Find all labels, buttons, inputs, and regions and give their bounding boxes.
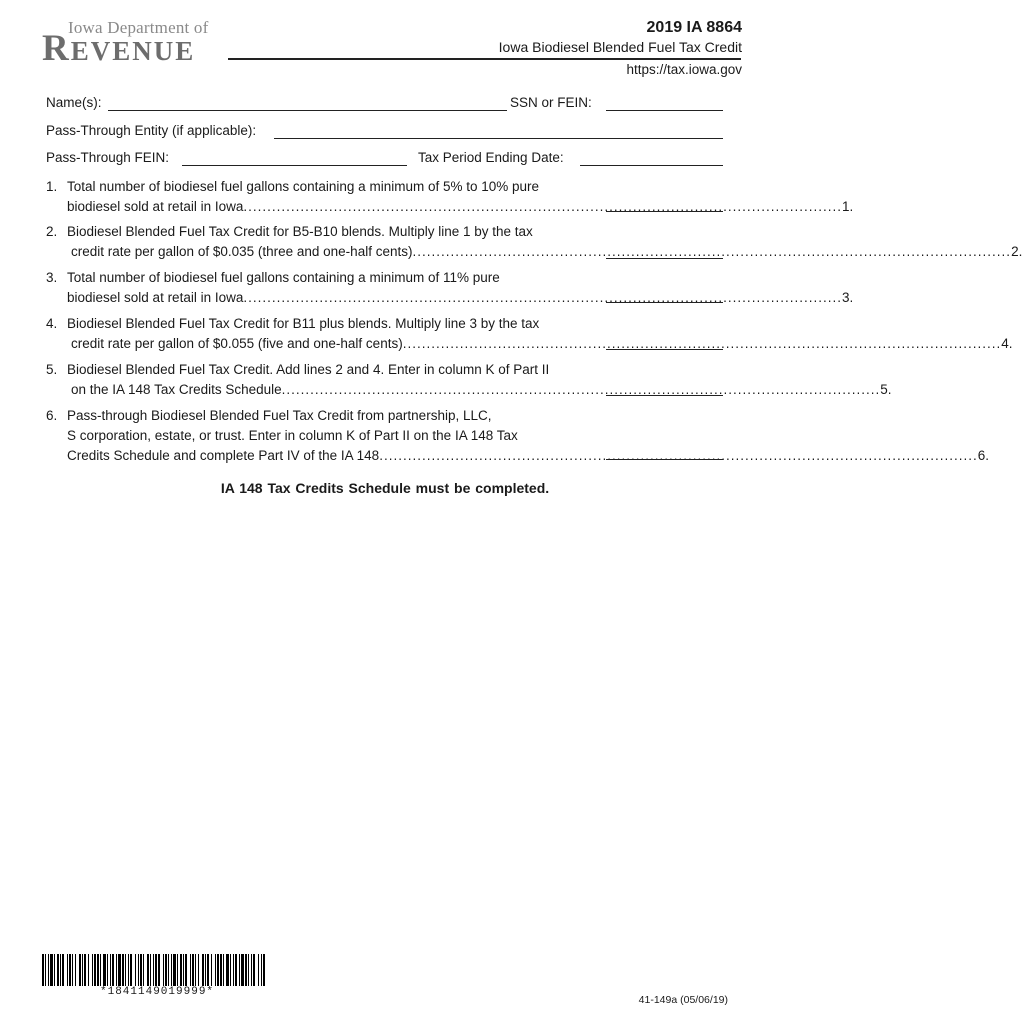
line-item-5: 5. Biodiesel Blended Fuel Tax Credit. Add lines 2 and 4. Enter in column K of Part II on the IA 148 Tax Credits Schedule .............................................................................................................................. 5. — [46, 360, 606, 400]
line-text: Biodiesel Blended Fuel Tax Credit. Add lines 2 and 4. Enter in column K of Part II — [67, 362, 550, 377]
line-text-last: credit rate per gallon of $0.035 (three and one-half cents) — [71, 244, 413, 259]
line-ref: 6. — [977, 448, 990, 463]
line-text-last: Credits Schedule and complete Part IV of the IA 148 — [67, 448, 380, 463]
line-5-amount-input[interactable] — [606, 395, 723, 396]
ssn-fein-input[interactable] — [606, 110, 723, 111]
line-text-last: credit rate per gallon of $0.055 (five and one-half cents) — [71, 336, 403, 351]
barcode-image — [42, 954, 266, 986]
line-ref: 1. — [841, 199, 854, 214]
header-divider — [228, 58, 741, 60]
line-item-4: 4. Biodiesel Blended Fuel Tax Credit for B11 plus blends. Multiply line 3 by the tax credit rate per gallon of $0.055 (five and one-half cents) .............................................................................................................................. 4. — [46, 314, 606, 354]
logo-department-text: Iowa Department of — [68, 18, 209, 37]
line-number: 1. — [46, 179, 58, 194]
line-text-last: biodiesel sold at retail in Iowa — [67, 199, 244, 214]
line-number: 3. — [46, 270, 58, 285]
line-ref: 5. — [880, 382, 892, 397]
line-number: 4. — [46, 316, 58, 331]
form-number: 2019 IA 8864 — [646, 19, 742, 36]
line-text: Biodiesel Blended Fuel Tax Credit for B5-B10 blends. Multiply line 1 by the tax — [67, 224, 533, 239]
line-ref: 4. — [1001, 336, 1013, 351]
line-item-2: 2. Biodiesel Blended Fuel Tax Credit for B5-B10 blends. Multiply line 1 by the tax credit rate per gallon of $0.035 (three and one-half cents) .............................................................................................................................. 2. — [46, 222, 606, 262]
form-url: https://tax.iowa.gov — [626, 62, 742, 77]
line-2-amount-input[interactable] — [606, 258, 723, 259]
line-number: 2. — [46, 224, 58, 239]
line-number: 5. — [46, 362, 58, 377]
line-text-continued: S corporation, estate, or trust. Enter in column K of Part II on the IA 148 Tax — [67, 428, 518, 443]
line-6-amount-input[interactable] — [606, 459, 723, 460]
tax-period-input[interactable] — [580, 165, 723, 166]
pass-through-entity-label: Pass-Through Entity (if applicable): — [46, 123, 257, 138]
line-3-amount-input[interactable] — [606, 302, 723, 303]
line-text-last: biodiesel sold at retail in Iowa — [67, 290, 244, 305]
line-item-1: 1. Total number of biodiesel fuel gallons containing a minimum of 5% to 10% pure biodiesel sold at retail in Iowa .............................................................................................................................. 1. — [46, 177, 606, 217]
tax-period-label: Tax Period Ending Date: — [418, 150, 564, 165]
line-item-6: 6. Pass-through Biodiesel Blended Fuel Tax Credit from partnership, LLC, S corporation, estate, or trust. Enter in column K of Part II on the IA 148 Tax Credits Schedule and complete Part IV of the IA 148 .............................................................................................................................. 6. — [46, 406, 606, 466]
line-text: Pass-through Biodiesel Blended Fuel Tax Credit from partnership, LLC, — [67, 408, 492, 423]
pass-through-fein-input[interactable] — [182, 165, 407, 166]
line-1-amount-input[interactable] — [606, 211, 723, 212]
line-ref: 3. — [841, 290, 854, 305]
iowa-revenue-logo — [42, 18, 212, 69]
names-label: Name(s): — [46, 95, 102, 110]
line-number: 6. — [46, 408, 58, 423]
pass-through-fein-label: Pass-Through FEIN: — [46, 150, 170, 165]
line-4-amount-input[interactable] — [606, 349, 723, 350]
logo-revenue-text: REVENUE — [42, 28, 196, 69]
line-text: Biodiesel Blended Fuel Tax Credit for B11 plus blends. Multiply line 3 by the tax — [67, 316, 540, 331]
line-item-3: 3. Total number of biodiesel fuel gallons containing a minimum of 11% pure biodiesel sold at retail in Iowa .............................................................................................................................. 3. — [46, 268, 606, 308]
line-text-last: on the IA 148 Tax Credits Schedule — [71, 382, 282, 397]
line-ref: 2. — [1011, 244, 1022, 259]
pass-through-entity-input[interactable] — [274, 138, 723, 139]
schedule-notice: IA 148 Tax Credits Schedule must be completed. — [220, 480, 550, 496]
ssn-fein-label: SSN or FEIN: — [510, 95, 592, 110]
barcode-text: *1841149019999* — [100, 986, 215, 998]
form-revision-code: 41-149a (05/06/19) — [638, 994, 728, 1006]
names-input[interactable] — [108, 110, 507, 111]
line-text: Total number of biodiesel fuel gallons containing a minimum of 11% pure — [67, 270, 500, 285]
form-title: Iowa Biodiesel Blended Fuel Tax Credit — [498, 39, 742, 55]
line-text: Total number of biodiesel fuel gallons containing a minimum of 5% to 10% pure — [67, 179, 540, 194]
